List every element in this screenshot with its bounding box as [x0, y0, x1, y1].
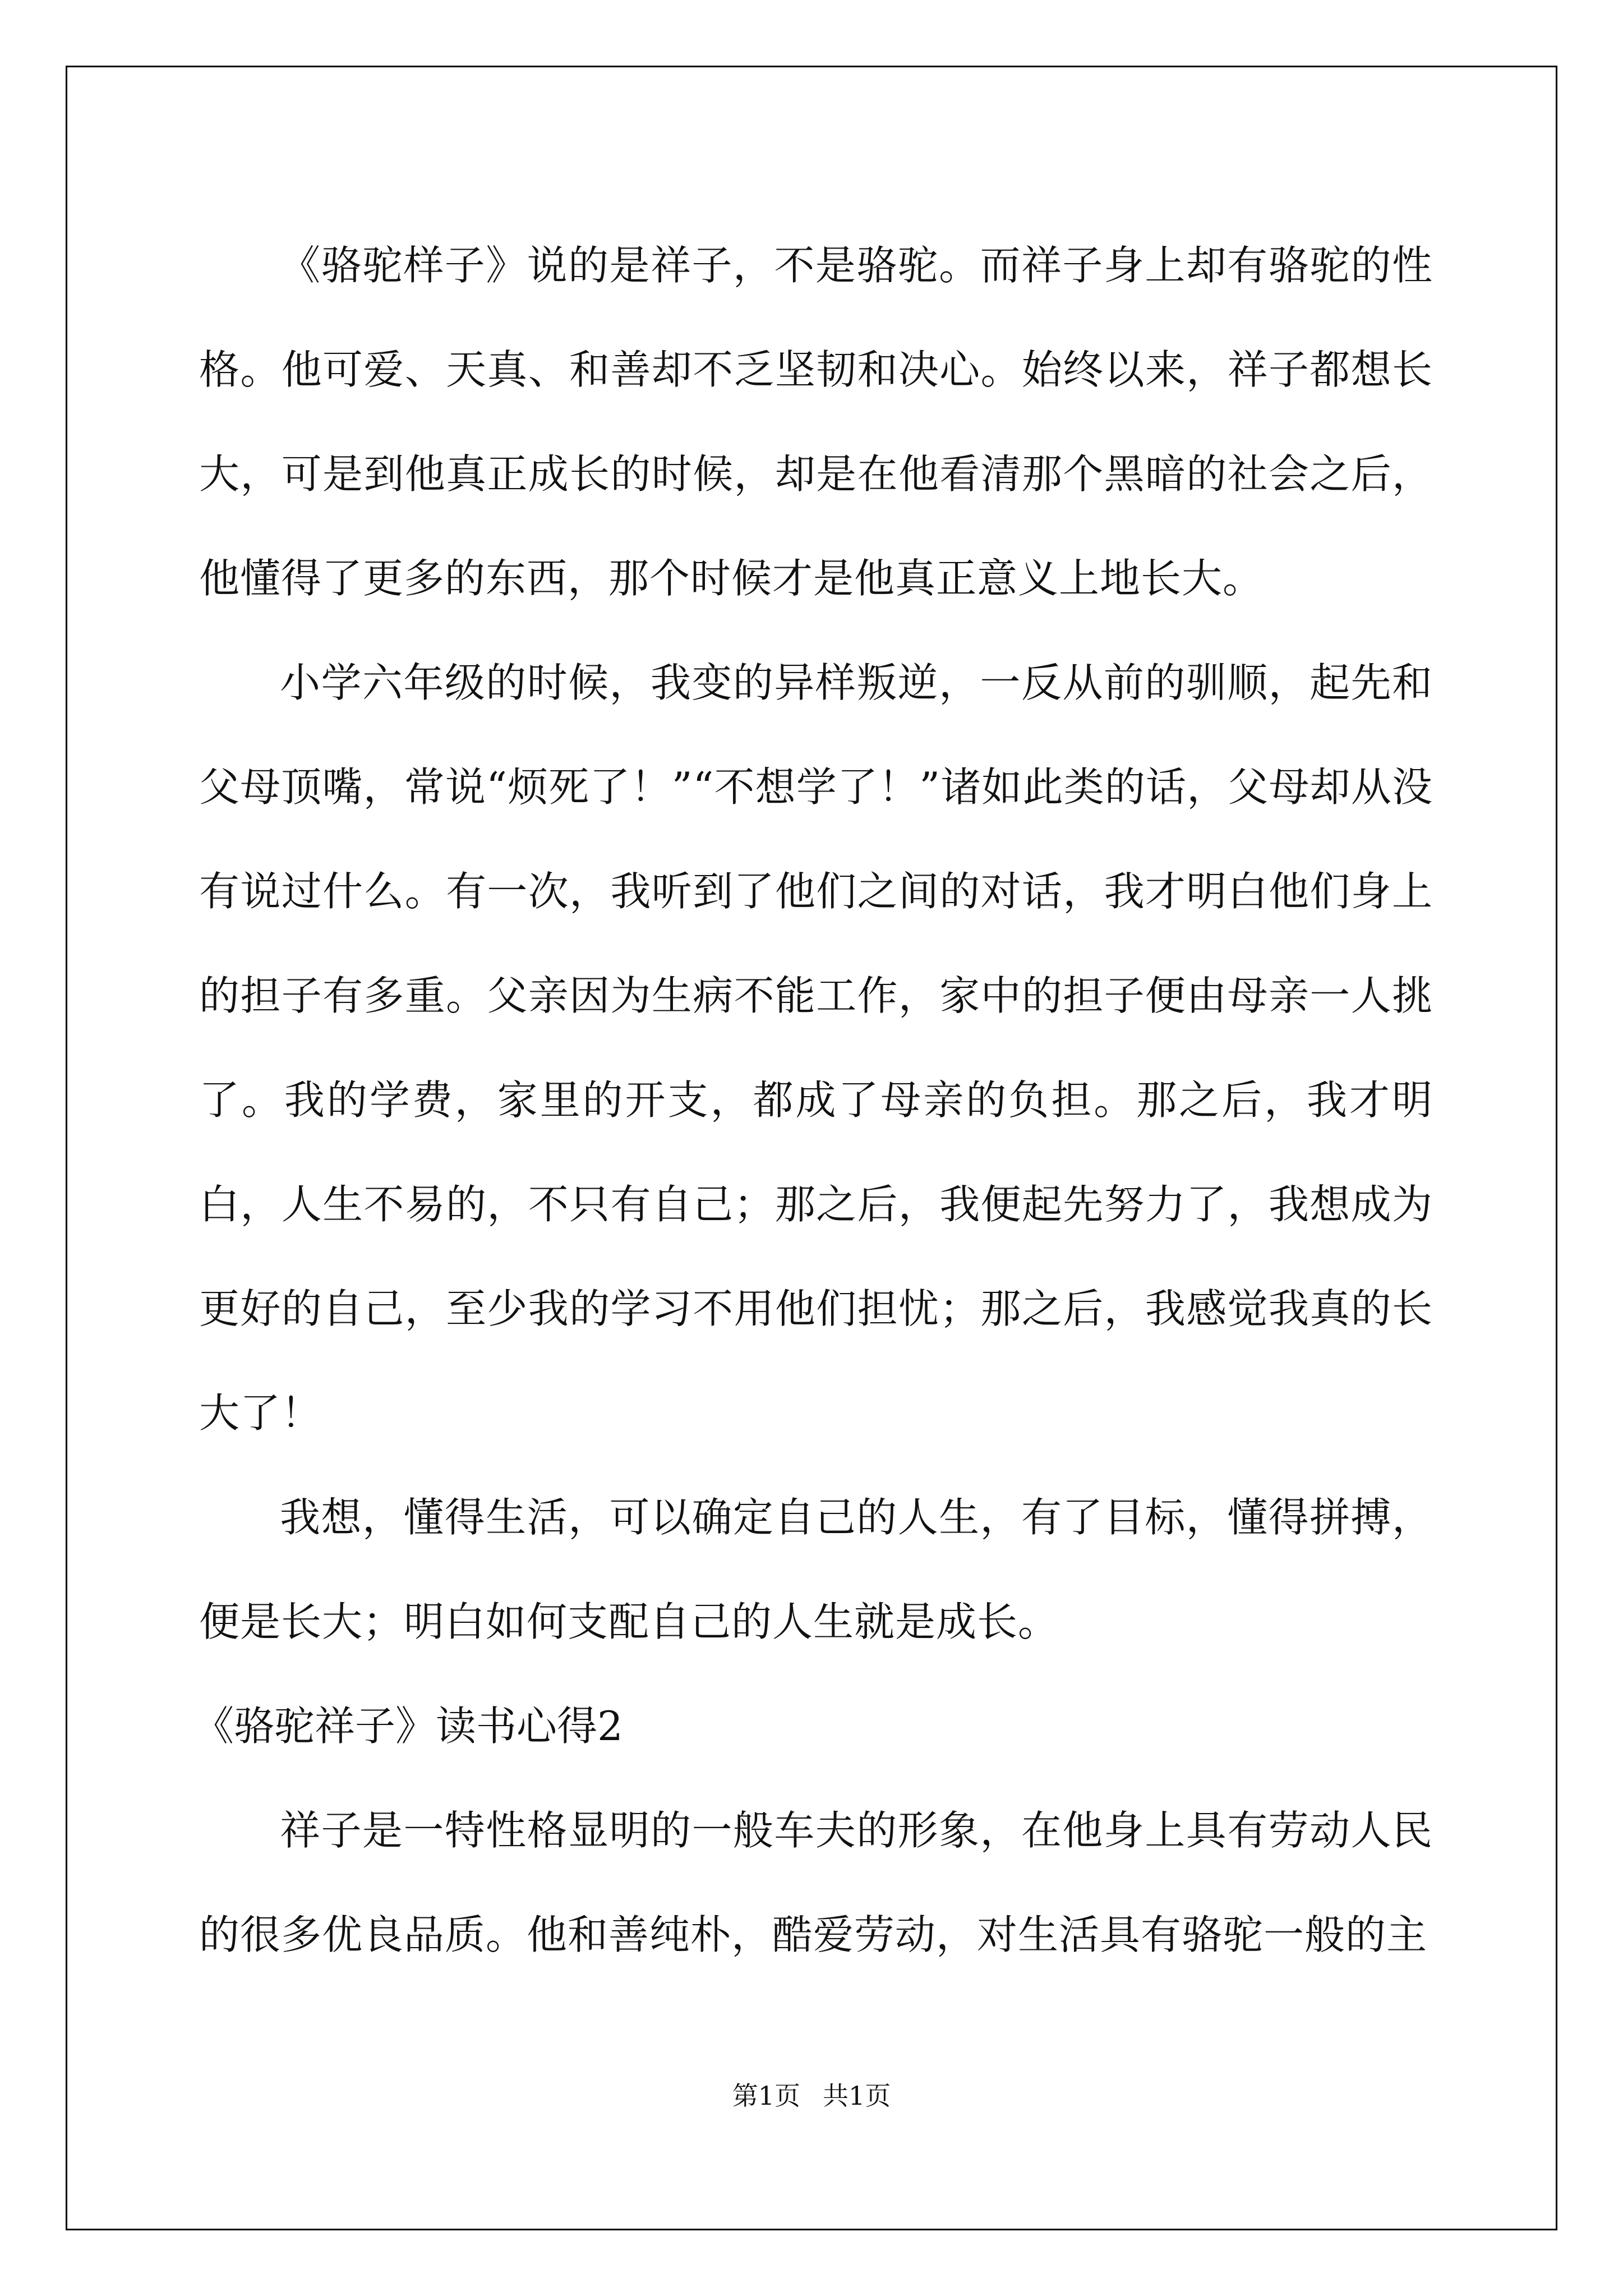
page-total: 共1页: [823, 2081, 891, 2111]
page-footer: [0, 2076, 1623, 2113]
paragraph-4: 祥子是一特性格显明的一般车夫的形象，在他身上具有劳动人民的很多优良品质。他和善纯朴，酷爱劳动，对生活具有骆驼一般的主: [199, 1807, 1433, 1958]
paragraph-3: 我想，懂得生活，可以确定自己的人生，有了目标，懂得拼搏，便是长大；明白如何支配自己的人生就是成长。: [199, 1494, 1433, 1645]
paragraph-1: 《骆驼样子》说的是祥子，不是骆驼。而祥子身上却有骆驼的性格。他可爱、天真、和善却不乏坚韧和决心。始终以来，祥子都想长大，可是到他真正成长的时候，却是在他看清那个黑暗的社会之后，他懂得了更多的东西，那个时候才是他真正意义上地长大。: [199, 242, 1433, 602]
section-heading: 《骆驼祥子》读书心得2: [193, 1703, 623, 1750]
page-number: 第1页: [732, 2081, 800, 2111]
paragraph-2: 小学六年级的时候，我变的异样叛逆，一反从前的驯顺，起先和父母顶嘴，常说“烦死了！”“不想学了！”诸如此类的话，父母却从没有说过什么。有一次，我听到了他们之间的对话，我才明白他们身上的担子有多重。父亲因为生病不能工作，家中的担子便由母亲一人挑了。我的学费，家里的开支，都成了母亲的负担。那之后，我才明白，人生不易的，不只有自己；那之后，我便起先努力了，我想成为更好的自己，至少我的学习不用他们担忧；那之后，我感觉我真的长大了！: [199, 659, 1433, 1437]
document-body: [193, 213, 1433, 1987]
